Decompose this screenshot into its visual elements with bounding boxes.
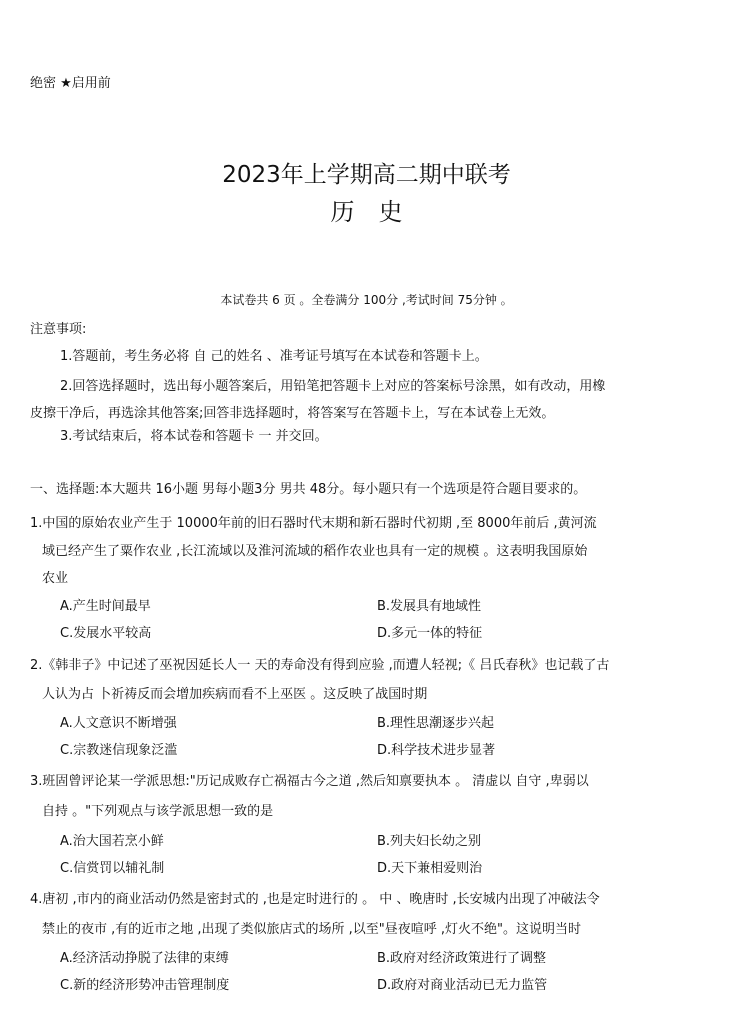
question-line: 自持 。"下列观点与该学派思想一致的是 — [42, 804, 274, 819]
option-a: A.治大国若烹小鲜 — [60, 834, 164, 849]
notes-heading: 注意事项: — [30, 322, 87, 337]
exam-title: 2023年上学期高二期中联考 — [222, 162, 511, 188]
question-line: 农业 — [42, 571, 69, 586]
option-b: B.发展具有地域性 — [377, 599, 482, 614]
exam-subject: 历史 — [330, 198, 427, 226]
exam-info: 本试卷共 6 页 。全卷满分 100分 ,考试时间 75分钟 。 — [220, 293, 513, 307]
note-item-1: 1.答题前，考生务必将 自 己的姓名 、准考证号填写在本试卷和答题卡上。 — [60, 349, 488, 364]
option-b: B.理性思潮逐步兴起 — [377, 716, 495, 731]
question-line: 4.唐初 ,市内的商业活动仍然是密封式的 ,也是定时进行的 。 中 、晚唐时 ,长安城内出现了冲破法令 — [30, 892, 600, 907]
option-c: C.发展水平较高 — [60, 626, 152, 641]
option-c: C.宗教迷信现象泛滥 — [60, 743, 178, 758]
option-c: C.新的经济形势冲击管理制度 — [60, 978, 230, 993]
option-d: D.天下兼相爱则治 — [377, 861, 483, 876]
option-a: A.产生时间最早 — [60, 599, 151, 614]
question-line: 2.《韩非子》中记述了巫祝因延长人一 天的寿命没有得到应验 ,而遭人轻视;《 吕氏春秋》也记载了古 — [30, 658, 610, 673]
question-line: 人认为占 卜祈祷反而会增加疾病而看不上巫医 。这反映了战国时期 — [42, 687, 428, 702]
question-line: 域已经产生了粟作农业 ,长江流域以及淮河流域的稻作农业也具有一定的规模 。这表明我国原始 — [42, 544, 588, 559]
option-d: D.政府对商业活动已无力监管 — [377, 978, 548, 993]
option-c: C.信赏罚以辅礼制 — [60, 861, 165, 876]
question-line: 禁止的夜市 ,有的近市之地 ,出现了类似旅店式的场所 ,以至"昼夜喧呼 ,灯火不绝"。这说明当时 — [42, 922, 582, 937]
option-d: D.科学技术进步显著 — [377, 743, 496, 758]
confidential-label: 绝密 ★启用前 — [30, 76, 111, 91]
section-heading: 一、选择题:本大题共 16小题 男每小题3分 男共 48分。每小题只有一个选项是符合题目要求的。 — [30, 482, 587, 497]
option-b: B.列夫妇长幼之别 — [377, 834, 482, 849]
option-b: B.政府对经济政策进行了调整 — [377, 951, 547, 966]
option-a: A.人文意识不断增强 — [60, 716, 177, 731]
note-item-3: 3.考试结束后，将本试卷和答题卡 一 并交回。 — [60, 429, 328, 444]
note-item-2-cont: 皮擦干净后，再选涂其他答案;回答非选择题时，将答案写在答题卡上，写在本试卷上无效。 — [30, 406, 555, 421]
question-line: 1.中国的原始农业产生于 10000年前的旧石器时代末期和新石器时代初期 ,至 8000年前后 ,黄河流 — [30, 516, 597, 531]
note-item-2: 2.回答选择题时，选出每小题答案后，用铅笔把答题卡上对应的答案标号涂黑，如有改动，用橡 — [60, 379, 606, 394]
option-d: D.多元一体的特征 — [377, 626, 483, 641]
option-a: A.经济活动挣脱了法律的束缚 — [60, 951, 229, 966]
question-line: 3.班固曾评论某一学派思想:"历记成败存亡祸福古今之道 ,然后知禀要执本 。 清虚以 自守 ,卑弱以 — [30, 774, 589, 789]
